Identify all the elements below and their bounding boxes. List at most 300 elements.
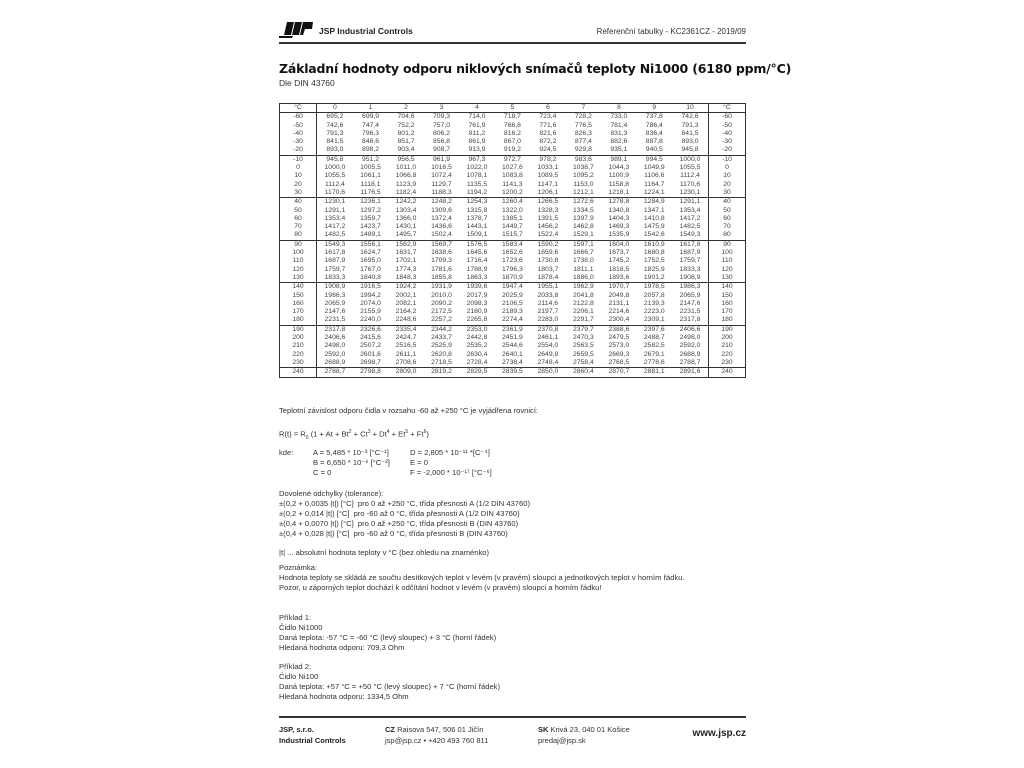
coef-a: A = 5,485 * 10⁻³ [°C⁻¹] <box>313 448 389 457</box>
resistance-value: 1796,3 <box>502 265 523 273</box>
resistance-value: 718,7 <box>503 113 521 121</box>
temperature-label: 190 <box>280 325 317 334</box>
resistance-value: 2718,5 <box>424 359 459 368</box>
resistance-value: 1456,2 <box>537 223 559 231</box>
resistance-value: 2309,1 <box>637 316 672 325</box>
resistance-value: 1878,4 <box>530 274 565 283</box>
resistance-value: 1078,1 <box>466 172 488 180</box>
resistance-value: 1659,6 <box>537 249 559 257</box>
resistance-value: 2870,7 <box>608 368 630 376</box>
resistance-value: 1886,0 <box>566 274 601 283</box>
resistance-value: 1759,7 <box>324 265 346 273</box>
resistance-value: 757,0 <box>432 121 450 129</box>
resistance-value: 2326,6 <box>360 325 381 333</box>
resistance-value: 851,7 <box>397 138 415 146</box>
resistance-value: 2433,7 <box>431 334 452 342</box>
resistance-value: 2317,8 <box>324 325 346 333</box>
resistance-value: 846,6 <box>362 138 380 146</box>
temperature-label: 40 <box>709 198 746 207</box>
resistance-value: 1901,2 <box>637 274 672 283</box>
resistance-value: 2397,6 <box>643 325 665 333</box>
table-row <box>280 138 746 146</box>
temperature-label: 110 <box>280 257 317 265</box>
resistance-value: 1908,9 <box>324 283 346 291</box>
resistance-value: 1072,4 <box>431 172 452 180</box>
note-line: Pozor, u záporných teplot dochází k odčítání hodnot v levém (v pravém) sloupci a horním řádku! <box>279 583 602 592</box>
table-row <box>280 164 746 172</box>
coef-b: B = 6,650 * 10⁻⁶ [°C⁻²] <box>313 458 390 467</box>
coef-f: F = -2,000 * 10⁻¹⁷ [°C⁻⁶] <box>410 468 492 477</box>
temperature-label: -10 <box>280 155 317 164</box>
resistance-value: 1417,2 <box>324 223 346 231</box>
resistance-value: 1353,4 <box>324 214 346 222</box>
resistance-value: 994,5 <box>645 155 663 163</box>
resistance-value: 1767,0 <box>360 265 381 273</box>
resistance-value: 872,2 <box>539 138 557 146</box>
temperature-label: 150 <box>280 292 317 300</box>
resistance-value: 836,4 <box>645 129 663 137</box>
document-reference: Referenční tabulky - KC2361CZ - 2019/09 <box>596 27 746 36</box>
resistance-value: 1745,2 <box>608 257 630 265</box>
resistance-value: 737,8 <box>645 113 663 121</box>
resistance-value: 1687,9 <box>679 249 701 257</box>
resistance-value: 1340,8 <box>608 206 630 214</box>
column-header: 9 <box>637 104 672 113</box>
resistance-value: 967,3 <box>468 155 486 163</box>
resistance-value: 2344,2 <box>431 325 452 333</box>
resistance-value: 1759,7 <box>679 257 701 265</box>
resistance-value: 1230,1 <box>324 198 346 206</box>
resistance-value: 1469,3 <box>608 223 630 231</box>
resistance-value: 1129,7 <box>431 180 452 188</box>
resistance-value: 1443,1 <box>466 223 488 231</box>
column-header: °C <box>280 104 317 113</box>
temperature-label: -10 <box>709 155 746 164</box>
table-header-row <box>280 104 746 113</box>
resistance-value: 1291,1 <box>324 206 346 214</box>
resistance-value: 1774,3 <box>395 265 417 273</box>
resistance-value: 733,0 <box>610 113 628 121</box>
resistance-value: 2488,7 <box>643 334 665 342</box>
column-header: 5 <box>495 104 530 113</box>
resistance-value: 1916,5 <box>360 283 381 291</box>
temperature-label: 200 <box>280 334 317 342</box>
resistance-value: 2257,2 <box>424 316 459 325</box>
resistance-value: 1212,1 <box>566 189 601 198</box>
resistance-value: 1597,1 <box>572 240 594 248</box>
resistance-value: 1495,7 <box>388 231 423 240</box>
resistance-value: 1272,6 <box>572 198 594 206</box>
resistance-value: 2206,1 <box>572 308 594 316</box>
resistance-value: 1266,5 <box>537 198 559 206</box>
brand-name: JSP Industrial Controls <box>319 26 413 36</box>
equation-intro: Teplotní závislost odporu čidla v rozsahu -60 až +250 °C je vyjádřena rovnicí: <box>279 406 539 415</box>
example-2-heading: Příklad 2: <box>279 662 312 671</box>
temperature-label: -30 <box>280 138 317 146</box>
resistance-value: 1061,1 <box>360 172 381 180</box>
table-body <box>280 113 746 377</box>
table-row <box>280 274 746 283</box>
temperature-label: 180 <box>709 316 746 325</box>
resistance-value: 1624,7 <box>360 249 381 257</box>
resistance-value: 1576,5 <box>466 240 488 248</box>
resistance-value: 1242,2 <box>395 198 417 206</box>
resistance-value: 2738,4 <box>495 359 530 368</box>
resistance-value: 935,1 <box>601 146 636 155</box>
temperature-label: 120 <box>709 266 746 274</box>
resistance-value: 867,0 <box>503 138 521 146</box>
temperature-label: 130 <box>280 274 317 283</box>
resistance-value: 951,2 <box>362 155 380 163</box>
resistance-value: 2535,2 <box>466 342 488 350</box>
resistance-value: 1788,9 <box>466 265 488 273</box>
resistance-value: 2214,6 <box>608 308 630 316</box>
resistance-value: 1164,7 <box>644 180 665 188</box>
resistance-value: 2049,8 <box>608 291 630 299</box>
resistance-value: 1033,1 <box>537 164 559 172</box>
resistance-value: 1083,8 <box>502 172 523 180</box>
resistance-value: 2778,6 <box>637 359 672 368</box>
resistance-value: 2470,3 <box>572 334 594 342</box>
page-title: Základní hodnoty odporu niklových snímačů teploty Ni1000 (6180 ppm/°C) <box>279 61 792 76</box>
resistance-value: 1123,9 <box>395 180 417 188</box>
resistance-value: 1482,5 <box>679 223 701 231</box>
resistance-value: 1397,9 <box>572 214 594 222</box>
coef-e: E = 0 <box>410 458 428 467</box>
resistance-value: 2819,2 <box>431 368 452 376</box>
resistance-value: 1652,6 <box>502 249 523 257</box>
resistance-value: 1962,9 <box>572 283 594 291</box>
tolerance-line: ±(0,2 + 0,0035 |t|) [°C] pro 0 až +250 °C, třída přesnosti A (1/2 DIN 43760) <box>279 499 530 508</box>
temperature-label: 140 <box>709 283 746 292</box>
example-2-sensor: Čidlo Ni100 <box>279 672 319 681</box>
resistance-value: 1049,9 <box>643 164 665 172</box>
example-1-sensor: Čidlo Ni1000 <box>279 623 323 632</box>
resistance-value: 1562,9 <box>395 240 417 248</box>
resistance-value: 786,4 <box>645 121 663 129</box>
page-footer <box>279 716 746 748</box>
resistance-value: 816,2 <box>503 129 521 137</box>
temperature-label: 0 <box>280 164 317 172</box>
resistance-value: 2090,2 <box>431 299 452 307</box>
column-header: 1 <box>353 104 388 113</box>
table-row <box>280 146 746 155</box>
resistance-value: 1118,1 <box>360 180 381 188</box>
resistance-value: 2098,3 <box>466 299 488 307</box>
resistance-value: 2839,5 <box>502 368 523 376</box>
table-row <box>280 283 746 292</box>
table-row <box>280 172 746 180</box>
resistance-value: 709,3 <box>432 113 450 121</box>
resistance-value: 2155,9 <box>360 308 381 316</box>
resistance-value: 1833,3 <box>679 265 701 273</box>
temperature-label: 60 <box>280 215 317 223</box>
temperature-label: 50 <box>709 207 746 215</box>
resistance-value: 1423,7 <box>360 223 381 231</box>
resistance-value: 1449,7 <box>502 223 523 231</box>
resistance-value: 1569,7 <box>431 240 452 248</box>
resistance-value: 1141,3 <box>502 180 523 188</box>
resistance-value: 1182,4 <box>388 189 423 198</box>
resistance-value: 2406,6 <box>679 325 701 333</box>
resistance-value: 1254,3 <box>466 198 488 206</box>
resistance-value: 2525,9 <box>431 342 452 350</box>
resistance-value: 2829,5 <box>466 368 488 376</box>
temperature-label: 40 <box>280 198 317 207</box>
resistance-value: 1535,9 <box>601 231 636 240</box>
resistance-value: 1870,9 <box>495 274 530 283</box>
resistance-value: 2592,0 <box>679 342 701 350</box>
resistance-value: 1716,4 <box>466 257 488 265</box>
resistance-value: 1112,4 <box>680 172 700 180</box>
resistance-value: 2479,5 <box>608 334 630 342</box>
resistance-value: 929,8 <box>566 146 601 155</box>
temperature-label: 140 <box>280 283 317 292</box>
resistance-value: 2748,4 <box>530 359 565 368</box>
resistance-value: 1502,4 <box>424 231 459 240</box>
temperature-label: 130 <box>709 274 746 283</box>
resistance-value: 919,2 <box>495 146 530 155</box>
temperature-label: 20 <box>280 181 317 189</box>
resistance-value: 2131,1 <box>608 299 630 307</box>
resistance-value: 2265,8 <box>459 316 494 325</box>
resistance-value: 2065,9 <box>679 291 701 299</box>
note-line: Hodnota teploty se skládá ze součtu desítkových teplot v levém (v pravém) sloupci a jednotkových teplot v horním řádku. <box>279 573 685 582</box>
resistance-value: 2679,1 <box>643 350 665 358</box>
resistance-value: 1833,3 <box>317 274 353 283</box>
table-row <box>280 181 746 189</box>
resistance-value: 2788,7 <box>672 359 708 368</box>
resistance-value: 2189,3 <box>502 308 523 316</box>
resistance-value: 924,5 <box>530 146 565 155</box>
resistance-value: 1170,6 <box>317 189 353 198</box>
resistance-value: 2335,4 <box>395 325 417 333</box>
resistance-value: 1334,5 <box>572 206 594 214</box>
resistance-value: 1462,8 <box>572 223 594 231</box>
column-header: °C <box>709 104 746 113</box>
resistance-value: 913,9 <box>459 146 494 155</box>
temperature-label: 150 <box>709 292 746 300</box>
resistance-value: 2728,4 <box>459 359 494 368</box>
resistance-value: 1328,3 <box>537 206 559 214</box>
table-row <box>280 342 746 350</box>
table-row <box>280 257 746 265</box>
column-header: 10 <box>672 104 708 113</box>
resistance-value: 699,9 <box>362 113 380 121</box>
resistance-value: 961,9 <box>432 155 450 163</box>
resistance-value: 2010,0 <box>431 291 452 299</box>
resistance-value: 1848,3 <box>388 274 423 283</box>
resistance-value: 1044,3 <box>608 164 630 172</box>
resistance-value: 821,6 <box>539 129 557 137</box>
website-link[interactable]: www.jsp.cz <box>692 728 746 739</box>
resistance-value: 1673,7 <box>608 249 630 257</box>
resistance-value: 1147,1 <box>537 180 559 188</box>
temperature-label: 80 <box>280 231 317 240</box>
resistance-value: 1475,9 <box>643 223 665 231</box>
resistance-value: 2248,6 <box>388 316 423 325</box>
resistance-value: 2074,0 <box>360 299 381 307</box>
resistance-value: 1248,2 <box>431 198 452 206</box>
tolerance-line: ±(0,4 + 0,0070 |t|) [°C] pro 0 až +250 °C, třída přesnosti B (DIN 43760) <box>279 519 519 528</box>
resistance-value: 2025,9 <box>502 291 523 299</box>
resistance-value: 841,5 <box>681 129 699 137</box>
example-2-given: Daná teplota: +57 °C = +50 °C (levý sloupec) + 7 °C (horní řádek) <box>279 682 501 691</box>
resistance-value: 2361,9 <box>502 325 523 333</box>
resistance-value: 1515,7 <box>495 231 530 240</box>
cz-email-phone: jsp@jsp.cz • +420 493 760 811 <box>385 736 489 745</box>
resistance-value: 1617,8 <box>324 249 346 257</box>
resistance-value: 1702,1 <box>395 257 417 265</box>
resistance-value: 1284,9 <box>643 198 665 206</box>
equation-formula: $R(t) = R_0$ $(1 + At + Bt^2 + Ct^3 + Dt^4 + Et^5 + Ft^6)$ <box>279 429 429 442</box>
resistance-value: 2424,7 <box>395 334 417 342</box>
resistance-value: 2057,8 <box>643 291 665 299</box>
resistance-value: 2649,8 <box>537 350 559 358</box>
resistance-value: 1230,1 <box>672 189 708 198</box>
table-row <box>280 207 746 215</box>
tolerance-line: ±(0,2 + 0,014 |t|) [°C] pro -60 až 0 °C, třída přesnosti A (1/2 DIN 43760) <box>279 509 520 518</box>
resistance-value: 2788,7 <box>324 368 346 376</box>
resistance-value: 752,2 <box>397 121 415 129</box>
temperature-label: 240 <box>709 368 746 377</box>
page-subtitle: Dle DIN 43760 <box>279 78 335 88</box>
temperature-label: 160 <box>280 300 317 308</box>
column-header: 2 <box>388 104 423 113</box>
resistance-value: 728,2 <box>574 113 592 121</box>
resistance-value: 771,6 <box>539 121 557 129</box>
resistance-value: 972,7 <box>503 155 521 163</box>
resistance-value: 2415,6 <box>360 334 381 342</box>
resistance-value: 2850,0 <box>537 368 559 376</box>
resistance-value: 1955,1 <box>537 283 559 291</box>
resistance-value: 2516,5 <box>395 342 417 350</box>
resistance-value: 1803,7 <box>537 265 559 273</box>
resistance-value: 2172,5 <box>431 308 452 316</box>
resistance-value: 1680,8 <box>643 249 665 257</box>
temperature-label: -60 <box>280 113 317 122</box>
temperature-label: 30 <box>280 189 317 198</box>
tolerance-line: ±(0,4 + 0,028 |t|) [°C] pro -60 až 0 °C, třída přesnosti B (DIN 43760) <box>279 529 508 538</box>
resistance-value: 1366,0 <box>395 214 417 222</box>
table-row <box>280 266 746 274</box>
resistance-value: 2002,1 <box>395 291 417 299</box>
resistance-value: 2388,6 <box>608 325 630 333</box>
resistance-value: 1236,1 <box>360 198 381 206</box>
temperature-label: 180 <box>280 316 317 325</box>
table-row <box>280 240 746 249</box>
resistance-value: 1095,2 <box>572 172 594 180</box>
resistance-value: 2379,7 <box>572 325 594 333</box>
resistance-value: 1610,9 <box>643 240 665 248</box>
temperature-label: 240 <box>280 368 317 377</box>
example-1-result: Hledaná hodnota odporu: 709,3 Ohm <box>279 643 405 652</box>
resistance-value: 945,8 <box>326 155 344 163</box>
resistance-value: 2451,9 <box>502 334 523 342</box>
resistance-value: 1055,5 <box>679 164 701 172</box>
resistance-value: 1066,8 <box>395 172 417 180</box>
resistance-value: 2620,8 <box>431 350 452 358</box>
resistance-value: 2231,5 <box>317 316 353 325</box>
resistance-value: 1863,3 <box>459 274 494 283</box>
resistance-value: 945,8 <box>672 146 708 155</box>
temperature-label: 170 <box>709 308 746 316</box>
table-row <box>280 189 746 198</box>
resistance-value: 723,4 <box>539 113 557 121</box>
temperature-label: 100 <box>280 249 317 257</box>
resistance-value: 761,9 <box>468 121 486 129</box>
resistance-value: 1549,3 <box>324 240 346 248</box>
resistance-value: 1986,3 <box>679 283 701 291</box>
resistance-value: 2640,1 <box>502 350 523 358</box>
resistance-value: 1970,7 <box>608 283 630 291</box>
resistance-value: 2659,5 <box>572 350 594 358</box>
resistance-value: 1529,1 <box>566 231 601 240</box>
footer-cz-contact: CZ Raisova 547, 506 01 Jičín jsp@jsp.cz • +420 493 760 811 <box>385 725 489 745</box>
resistance-value: 2758,4 <box>566 359 601 368</box>
table-row <box>280 316 746 325</box>
resistance-value: 747,4 <box>362 121 380 129</box>
resistance-value: 1947,4 <box>502 283 523 291</box>
table-row <box>280 334 746 342</box>
resistance-value: 2406,6 <box>324 334 346 342</box>
temperature-label: 50 <box>280 207 317 215</box>
resistance-value: 2114,6 <box>537 299 559 307</box>
resistance-value: 983,6 <box>574 155 592 163</box>
resistance-value: 1038,7 <box>572 164 594 172</box>
resistance-value: 1188,3 <box>424 189 459 198</box>
resistance-value: 2274,4 <box>495 316 530 325</box>
column-header: 4 <box>459 104 494 113</box>
temperature-label: 80 <box>709 231 746 240</box>
resistance-value: 1404,3 <box>608 214 630 222</box>
resistance-value: 1666,7 <box>572 249 594 257</box>
resistance-value: 2544,6 <box>502 342 523 350</box>
resistance-value: 1825,9 <box>643 265 665 273</box>
temperature-label: 220 <box>709 351 746 359</box>
footer-sk-contact: SK Krivá 23, 040 01 Košice predaj@jsp.sk <box>538 725 630 745</box>
resistance-value: 2891,6 <box>679 368 701 376</box>
table-row <box>280 155 746 164</box>
resistance-value: 2147,6 <box>679 299 701 307</box>
table-row <box>280 325 746 334</box>
temperature-label: -50 <box>709 122 746 130</box>
resistance-value: 956,5 <box>397 155 415 163</box>
resistance-value: 1617,8 <box>679 240 701 248</box>
resistance-value: 2106,5 <box>502 299 523 307</box>
resistance-value: 1176,5 <box>353 189 388 198</box>
resistance-value: 2708,6 <box>388 359 423 368</box>
example-1-heading: Příklad 1: <box>279 613 312 622</box>
resistance-value: 1855,8 <box>424 274 459 283</box>
resistance-value: 811,2 <box>468 129 486 137</box>
resistance-value: 1322,0 <box>502 206 523 214</box>
resistance-value: 2768,5 <box>601 359 636 368</box>
temperature-label: -20 <box>280 146 317 155</box>
resistance-value: 2370,8 <box>537 325 559 333</box>
resistance-value: 2122,8 <box>572 299 594 307</box>
resistance-value: 1687,9 <box>324 257 346 265</box>
table-row <box>280 231 746 240</box>
resistance-value: 1840,8 <box>353 274 388 283</box>
resistance-value: 1893,6 <box>601 274 636 283</box>
resistance-value: 2240,0 <box>353 316 388 325</box>
resistance-value: 831,3 <box>610 129 628 137</box>
resistance-value: 776,5 <box>574 121 592 129</box>
resistance-value: 742,6 <box>681 113 699 121</box>
temperature-label: 60 <box>709 215 746 223</box>
resistance-value: 742,6 <box>326 121 344 129</box>
